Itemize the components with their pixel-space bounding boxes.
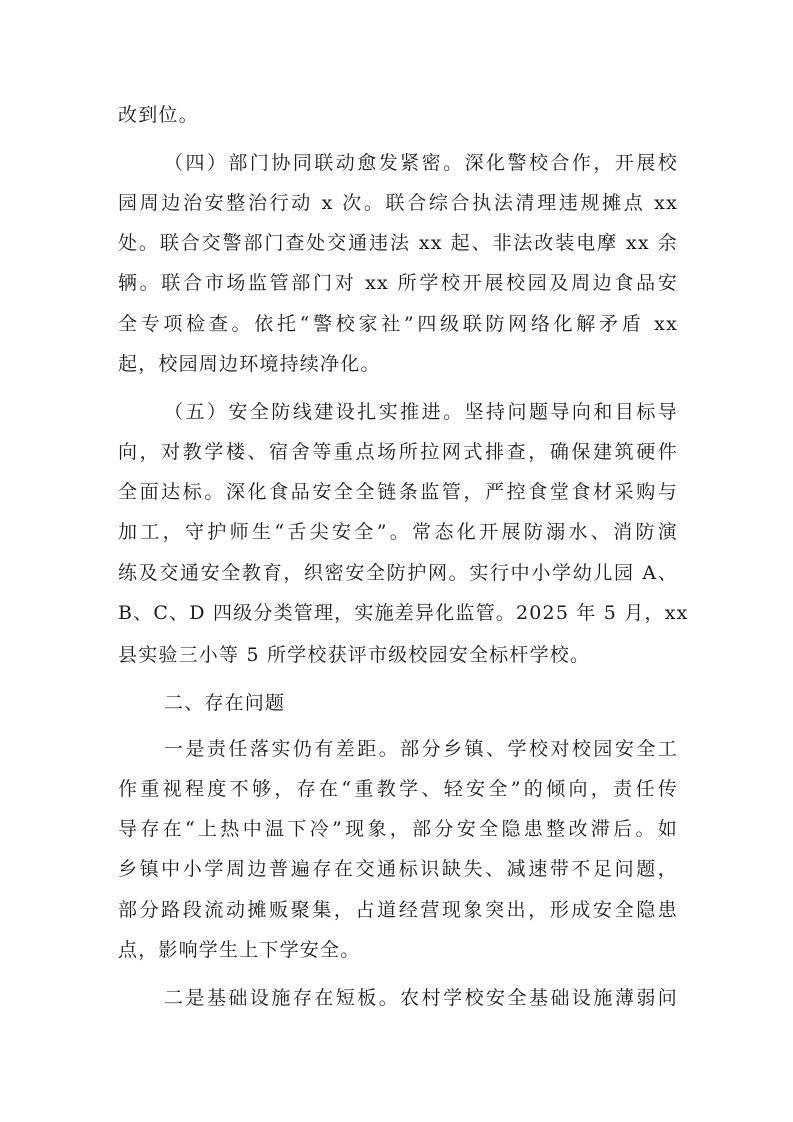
text-line: 一是责任落实仍有差距。部分乡镇、学校对校园安全工 [164, 738, 678, 760]
text-line: 作重视程度不够，存在“重教学、轻安全”的倾向，责任传 [118, 778, 678, 800]
text-line: 全面达标。深化食品安全全链条监管，严控食堂食材采购与 [118, 481, 678, 503]
text-line: 改到位。 [118, 104, 199, 126]
text-line: 加工，守护师生“舌尖安全”。常态化开展防溺水、消防演 [118, 521, 678, 543]
text-line: （五）安全防线建设扎实推进。坚持问题导向和目标导 [164, 401, 678, 423]
text-line: 练及交通安全教育，织密安全防护网。实行中小学幼儿园 A、 [118, 562, 678, 584]
text-line: B、C、D 四级分类管理，实施差异化监管。2025 年 5 月，xx [118, 602, 689, 624]
text-line: 处。联合交警部门查处交通违法 xx 起、非法改装电摩 xx 余 [118, 232, 678, 254]
text-line: 起，校园周边环境持续净化。 [118, 353, 381, 375]
text-line: 部分路段流动摊贩聚集，占道经营现象突出，形成安全隐患 [118, 899, 678, 921]
text-line: 园周边治安整治行动 x 次。联合综合执法清理违规摊点 xx [118, 192, 678, 214]
section-heading: 二、存在问题 [164, 692, 286, 714]
text-line: 导存在“上热中温下冷”现象，部分安全隐患整改滞后。如 [118, 818, 678, 840]
text-line: （四）部门协同联动愈发紧密。深化警校合作，开展校 [164, 152, 678, 174]
text-line: 乡镇中小学周边普遍存在交通标识缺失、减速带不足问题， [118, 858, 678, 880]
text-line: 二是基础设施存在短板。农村学校安全基础设施薄弱问 [164, 987, 678, 1009]
text-line: 辆。联合市场监管部门对 xx 所学校开展校园及周边食品安 [118, 272, 678, 294]
text-line: 县实验三小等 5 所学校获评市级校园安全标杆学校。 [118, 644, 591, 666]
text-line: 向，对教学楼、宿舍等重点场所拉网式排查，确保建筑硬件 [118, 441, 678, 463]
text-line: 全专项检查。依托“警校家社”四级联防网络化解矛盾 xx [118, 313, 678, 335]
text-line: 点，影响学生上下学安全。 [118, 939, 361, 961]
